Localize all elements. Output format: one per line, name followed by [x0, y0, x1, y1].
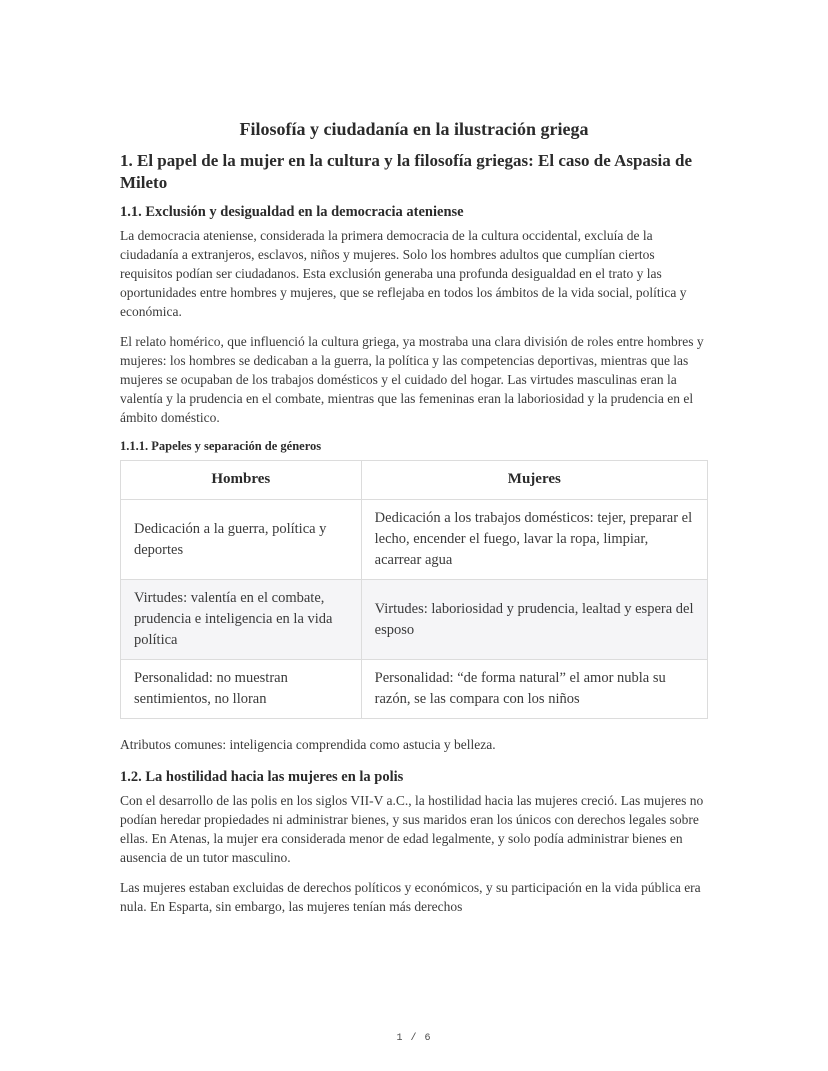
- gender-roles-table: [120, 460, 708, 719]
- cell-hombres-personalidad: Personalidad: no muestran sentimientos, no lloran: [121, 660, 362, 719]
- table-header-row: [121, 461, 708, 500]
- page-number: 1 / 6: [396, 1033, 432, 1044]
- table-row-virtudes: [121, 580, 708, 660]
- cell-mujeres-virtudes: Virtudes: laboriosidad y prudencia, lealtad y espera del esposo: [361, 580, 707, 660]
- cell-mujeres-dedicacion: Dedicación a los trabajos domésticos: tejer, preparar el lecho, encender el fuego, lavar la ropa, limpiar, acarrear agua: [361, 500, 707, 580]
- table-row-personalidad: [121, 660, 708, 719]
- cell-hombres-virtudes: Virtudes: valentía en el combate, prudencia e inteligencia en la vida política: [121, 580, 362, 660]
- paragraph-democracia-ateniense: La democracia ateniense, considerada la primera democracia de la cultura occidental, excluía de la ciudadanía a extranjeros, esclavos, niños y mujeres. Solo los hombres adultos que cumplían ciertos requisitos podían ser ciudadanos. Esta exclusión generaba una profunda desigualdad en el trato y las oportunidades entre hombres y mujeres, que se reflejaba en todos los ámbitos de la vida social, política y económica.: [120, 228, 687, 320]
- heading-1-1-1: 1.1.1. Papeles y separación de géneros: [120, 439, 322, 454]
- table-header-hombres: Hombres: [121, 461, 362, 500]
- paragraph-atributos-comunes: Atributos comunes: inteligencia comprendida como astucia y belleza.: [120, 737, 496, 753]
- document-title: Filosofía y ciudadanía en la ilustración griega: [239, 119, 589, 139]
- paragraph-relato-homerico: El relato homérico, que influenció la cultura griega, ya mostraba una clara división de roles entre hombres y mujeres: los hombres se dedicaban a la guerra, la política y las competencias deportivas, mientras que las mujeres se ocupaban de los trabajos domésticos y el cuidado del hogar. Las virtudes masculinas eran la valentía y la prudencia en el combate, mientras que las femeninas eran la laboriosidad y la prudencia en el ámbito doméstico.: [120, 334, 704, 426]
- paragraph-hostilidad-polis: Con el desarrollo de las polis en los siglos VII-V a.C., la hostilidad hacia las mujeres creció. Las mujeres no podían heredar propiedades ni administrar bienes, y sus maridos eran los únicos con derechos legales sobre ellas. En Atenas, la mujer era considerada menor de edad legalmente, y solo podía administrar bienes en ausencia de un tutor masculino.: [120, 793, 704, 866]
- cell-mujeres-personalidad: Personalidad: “de forma natural” el amor nubla su razón, se las compara con los niños: [361, 660, 707, 719]
- heading-1-1: 1.1. Exclusión y desigualdad en la democracia ateniense: [120, 204, 464, 221]
- table-header-mujeres: Mujeres: [361, 461, 707, 500]
- table-row-dedicacion: [121, 500, 708, 580]
- paragraph-derechos-excluidas: Las mujeres estaban excluidas de derechos políticos y económicos, y su participación en la vida pública era nula. En Esparta, sin embargo, las mujeres tenían más derechos: [120, 880, 701, 915]
- heading-1: 1. El papel de la mujer en la cultura y la filosofía griegas: El caso de Aspasia de Mileto: [120, 150, 693, 193]
- heading-1-2: 1.2. La hostilidad hacia las mujeres en la polis: [120, 769, 404, 786]
- cell-hombres-dedicacion: Dedicación a la guerra, política y deportes: [121, 500, 362, 580]
